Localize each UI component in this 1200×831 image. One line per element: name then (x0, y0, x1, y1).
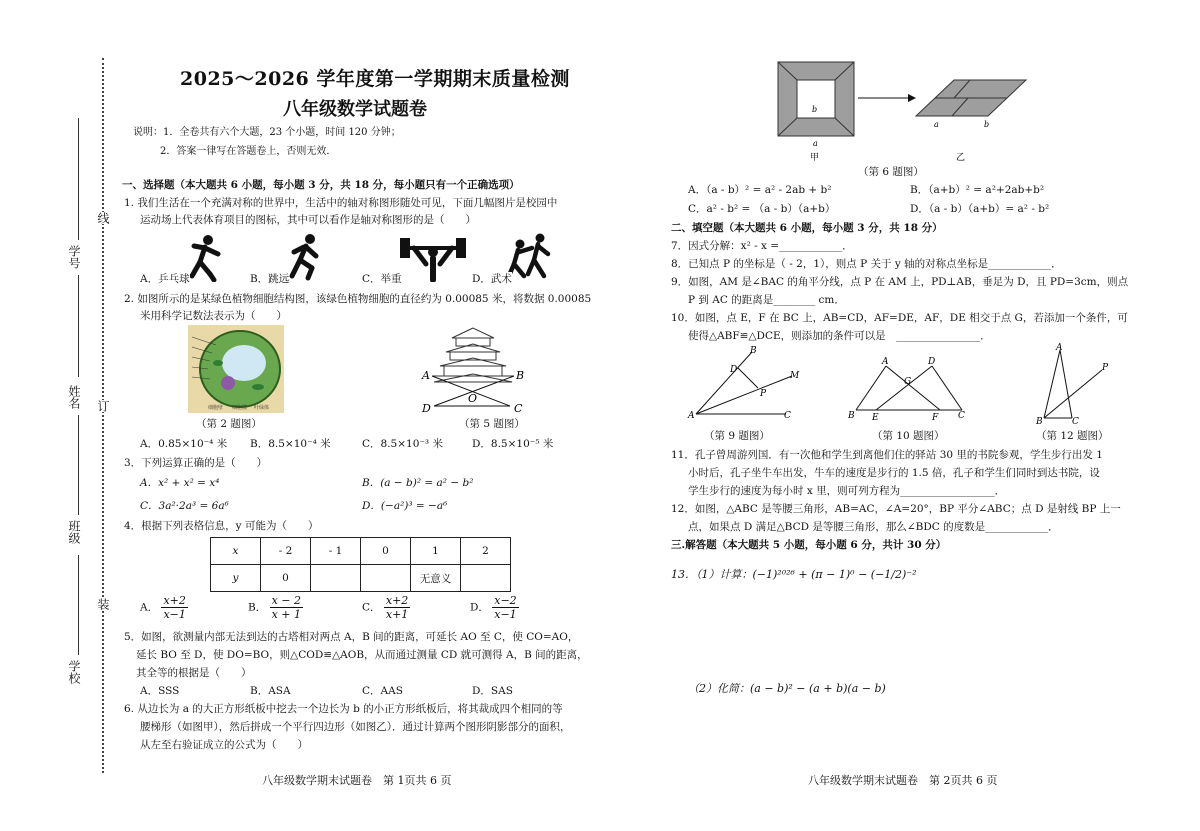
binding-dotted-line (102, 58, 104, 773)
gutter-label-name: 姓名 (67, 385, 81, 409)
fig12-label: C (1072, 417, 1079, 426)
fig9-label: D (730, 365, 738, 375)
cell-label: 细胞膜 (232, 405, 248, 411)
fig5-label: D (422, 402, 431, 415)
table-cell (461, 565, 511, 592)
q13-part-1: 13．（1）计算：(−1)²⁰²⁶ + (π − 1)⁰ − (−1/2)⁻² (671, 568, 917, 581)
gutter-label-school: 学校 (67, 660, 81, 684)
tower-figure (418, 324, 528, 416)
q2-option-d: D．8.5×10⁻⁵ 米 (472, 438, 554, 450)
q9-line-2: P 到 AC 的距离是________ cm． (688, 294, 845, 306)
q2-option-c: C．8.5×10⁻³ 米 (362, 438, 443, 450)
fig6-caption: （第 6 题图） (858, 166, 924, 178)
table-cell: - 2 (261, 538, 311, 565)
fig12-diagram (1032, 342, 1112, 426)
q2-option-a: A．0.85×10⁻⁴ 米 (140, 438, 228, 450)
fig2-caption: （第 2 题图） (196, 418, 262, 430)
q11-line-1: 11．孔子曾周游列国．有一次他和学生到离他们住的驿站 30 里的书院参观，学生步行出发 1 (671, 449, 1103, 461)
q4-option-d: D． $\frac{x-2}{x-1}$ (470, 594, 517, 621)
weightlifting-icon (400, 238, 466, 280)
gutter-underline (78, 275, 79, 377)
q7: 7．因式分解：x² - x =____________． (671, 240, 853, 252)
long-jump-icon (292, 234, 316, 278)
q4-option-b: B． $\frac{x - 2}{x + 1}$ (248, 594, 301, 621)
q1-option-a: A．乒乓球 (140, 273, 190, 285)
fig5-label: B (516, 369, 525, 382)
q1-option-c: C．举重 (362, 273, 402, 285)
q8: 8．已知点 P 的坐标是（ - 2，1），则点 P 关于 y 轴的对称点坐标是____________． (671, 258, 1062, 270)
section-heading-3: 三.解答题（本大题共 5 小题，每小题 6 分，共计 30 分） (671, 539, 947, 551)
q1-option-b: B．跳远 (250, 273, 290, 285)
fig10-label: F (932, 413, 939, 423)
q4-option-c: C． $\frac{x+2}{x+1}$ (362, 594, 409, 621)
fig6-a-label: a (813, 139, 818, 148)
table-cell: y (211, 565, 261, 592)
q3-option-d: D．(−a²)³ = −a⁶ (362, 500, 448, 512)
section-heading-2: 二、填空题（本大题共 6 小题，每小题 3 分，共 18 分） (671, 222, 943, 234)
table-row (211, 565, 511, 592)
footer-page-1: 八年级数学期末试题卷 第 1页共 6 页 (262, 774, 452, 787)
table-row (211, 538, 511, 565)
q3-option-b: B．(a − b)² = a² − b² (362, 477, 474, 489)
fig9-label: B (750, 346, 757, 356)
q11-line-3: 学生步行的速度为每小时 x 里，则可列方程为__________________． (688, 485, 1006, 497)
table-cell: 无意义 (411, 565, 461, 592)
plant-cell-figure (188, 325, 284, 413)
q5-line-1: 5．如图，欲测量内部无法到达的古塔相对两点 A，B 间的距离，可延长 AO 至 C，使 CO=AO， (124, 631, 579, 643)
q4-table (210, 537, 511, 592)
table-tennis-icon (192, 235, 218, 280)
fig12-label: A (1056, 343, 1063, 353)
fig9-label: M (790, 371, 800, 381)
q6-option-a: A．（a - b）² = a² - 2ab + b² (688, 184, 832, 196)
fig9-diagram (686, 344, 810, 424)
q6-line-3: 从左至右验证成立的公式为（ ） (140, 739, 308, 751)
q2-line-1: 2. 如图所示的是某绿色植物细胞结构图，该绿色植物细胞的直径约为 0.00085 米，将数据 0.00085 (124, 293, 592, 305)
gutter-underline (78, 118, 79, 240)
q3-line-1: 3．下列运算正确的是（ ） (124, 457, 268, 469)
q6-option-b: B．（a+b）² = a²+2ab+b² (910, 184, 1045, 196)
q3-option-c: C．3a²·2a³ = 6a⁶ (140, 500, 229, 512)
q13-part-2: （2）化简：(a − b)² − (a + b)(a − b) (688, 682, 886, 695)
q4-line-1: 4．根据下列表格信息，y 可能为（ ） (124, 520, 319, 532)
fig5-caption: （第 5 题图） (459, 418, 525, 430)
q5-option-d: D．SAS (472, 685, 513, 697)
q2-option-b: B．8.5×10⁻⁴ 米 (250, 438, 331, 450)
martial-arts-icon (508, 234, 548, 279)
q6-option-d: D．（a - b）（a+b）= a² - b² (910, 203, 1050, 215)
q6-option-c: C．a² - b² = （a - b）（a+b） (688, 203, 836, 215)
page-subtitle: 八年级数学试题卷 (283, 99, 427, 120)
q11-line-2: 小时后，孔子坐牛车出发，牛车的速度是步行的 1.5 倍，孔子和学生们同时到达书院，设 (688, 467, 1100, 479)
gutter-underline (78, 415, 79, 515)
fig10-label: D (928, 357, 936, 367)
gutter-underline (78, 555, 79, 655)
q1-line-1: 1. 我们生活在一个充满对称的世界中，生活中的轴对称图形随处可见，下面几幅图片是校园中 (124, 197, 558, 209)
footer-page-2: 八年级数学期末试题卷 第 2页共 6 页 (808, 774, 998, 787)
fig9-label: P (760, 389, 767, 399)
q1-option-d: D．武术 (472, 273, 512, 285)
fig6-diagram (770, 60, 1030, 164)
q10-line-1: 10．如图，点 E，F 在 BC 上，AB=CD，AF=DE，AF，DE 相交于点 G，若添加一个条件，可 (671, 312, 1128, 324)
q5-option-a: A．SSS (140, 685, 180, 697)
table-cell (311, 565, 361, 592)
fig6-yi-label: 乙 (956, 153, 966, 163)
fig10-label: G (904, 377, 912, 387)
q5-line-2: 延长 BO 至 D，使 DO=BO，则△COD≌△AOB，从而通过测量 CD 就可测得 A，B 间的距离， (136, 649, 588, 661)
q5-option-b: B．ASA (250, 685, 291, 697)
fig6-a-label: a (934, 120, 939, 129)
fig6-b-label: b (812, 105, 818, 114)
fig10-label: C (958, 411, 965, 421)
fig6-jia-label: 甲 (810, 153, 820, 163)
fig9-label: A (688, 411, 695, 421)
table-cell: 1 (411, 538, 461, 565)
table-cell: 0 (361, 538, 411, 565)
note-1: 说明：1．全卷共有六个大题，23 个小题，时间 120 分钟； (133, 127, 401, 138)
fig5-label: O (468, 392, 478, 405)
q2-line-2: 米用科学记数法表示为（ ） (140, 310, 287, 322)
fig10-diagram (846, 354, 970, 424)
table-cell (361, 565, 411, 592)
note-2: 2．答案一律写在答题卷上，否则无效． (160, 146, 337, 157)
q12-line-1: 12．如图，△ABC 是等腰三角形，AB=AC，∠A=20°，BP 平分∠ABC；点 D 是射线 BP 上一 (671, 503, 1121, 515)
q4-option-a: A． $\frac{x+2}{x-1}$ (140, 594, 186, 621)
cell-label: 叶绿体 (254, 405, 270, 411)
fig10-label: A (882, 357, 889, 367)
q5-line-3: 其全等的根据是（ ） (136, 667, 252, 679)
table-cell: x (211, 538, 261, 565)
table-cell: - 1 (311, 538, 361, 565)
q1-line-2: 运动场上代表体育项目的图标，其中可以看作是轴对称图形的是（ ） (140, 214, 476, 226)
q9-line-1: 9．如图，AM 是∠BAC 的角平分线，点 P 在 AM 上，PD⊥AB，垂足为 D，且 PD=3cm，则点 (671, 276, 1129, 288)
fig12-caption: （第 12 题图） (1036, 430, 1109, 442)
fig12-label: P (1102, 363, 1109, 373)
q5-option-c: C．AAS (362, 685, 403, 697)
q6-line-2: 腰梯形（如图甲），然后拼成一个平行四边形（如图乙）．通过计算两个图形阴影部分的面积， (140, 721, 571, 733)
q12-line-2: 点，如果点 D 满足△BCD 是等腰三角形，那么∠BDC 的度数是____________． (688, 521, 1059, 533)
cell-label: 细胞壁 (208, 405, 224, 411)
page-title: 2025～2026 学年度第一学期期末质量检测 (180, 68, 570, 90)
q6-line-1: 6. 从边长为 a 的大正方形纸板中挖去一个边长为 b 的小正方形纸板后，将其裁成四个相同的等 (124, 703, 563, 715)
gutter-mark-line: 线 (96, 212, 110, 224)
fig5-label: A (422, 369, 430, 382)
gutter-label-student-id: 学号 (67, 245, 81, 269)
gutter-mark-staple: 装 (96, 598, 110, 610)
fig10-label: E (872, 413, 879, 423)
fig10-label: B (848, 411, 855, 421)
table-cell: 2 (461, 538, 511, 565)
fig9-label: C (784, 411, 791, 421)
fig5-label: C (514, 402, 523, 415)
q3-option-a: A．x² + x² = x⁴ (140, 477, 220, 489)
fig9-caption: （第 9 题图） (704, 430, 770, 442)
fig6-b-label: b (984, 120, 990, 129)
fig12-label: B (1036, 417, 1043, 426)
fig10-caption: （第 10 题图） (872, 430, 945, 442)
section-heading-1: 一、选择题（本大题共 6 小题，每小题 3 分，共 18 分，每小题只有一个正确选项） (122, 179, 520, 191)
q10-line-2: 使得△ABF≌△DCE，则添加的条件可以是 ________________． (688, 330, 991, 342)
gutter-label-class: 班级 (67, 520, 81, 544)
table-cell: 0 (261, 565, 311, 592)
gutter-mark-bind: 订 (96, 400, 110, 412)
